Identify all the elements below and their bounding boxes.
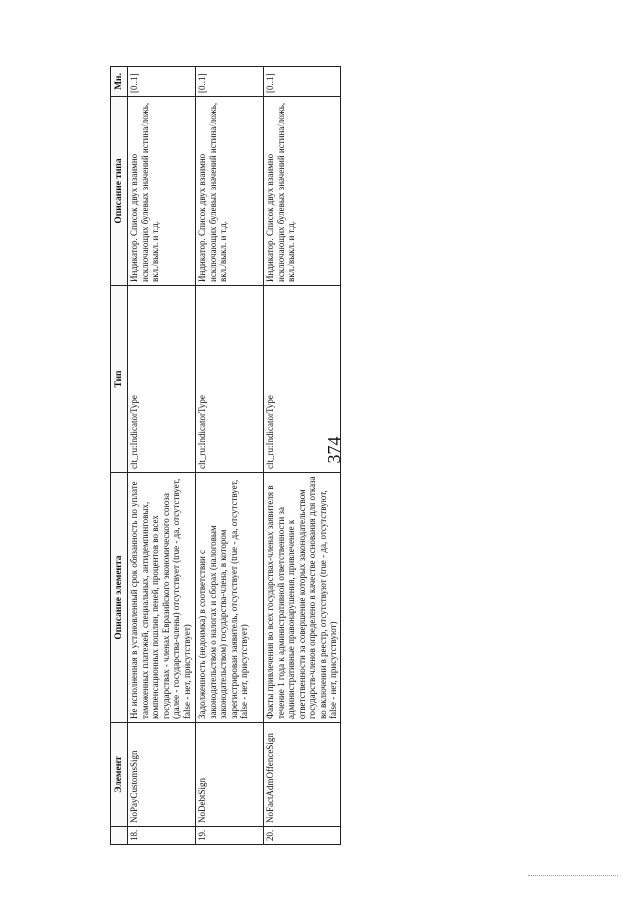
row-type-description: Индикатор. Список двух взаимно исключающих булевых значений истина/ложь, вкл./выкл. и т.д.	[196, 97, 264, 286]
row-type-description: Индикатор. Список двух взаимно исключающих булевых значений истина/ложь, вкл./выкл. и т.д.	[128, 97, 196, 286]
table-row	[128, 67, 196, 845]
header-num	[111, 827, 128, 845]
table-row	[264, 67, 341, 845]
row-element: NoFactAdmOffenceSign	[264, 723, 341, 827]
header-element-description: Описание элемента	[111, 473, 128, 723]
page-number: 374	[324, 436, 344, 464]
row-multiplicity: [0..1]	[196, 67, 264, 97]
row-description: Факты привлечения во всех государствах-членах заявителя в течение 1 года к административной ответственности за административные правонарушения, привлечение к ответственности за совершение которых законодательством государств-членов определено в качестве основания для отказа во включении в реестр, отсутствуют (true - да, отсутствуют, false - нет, присутствуют)	[264, 473, 341, 723]
row-number: 20.	[264, 827, 341, 845]
header-element: Элемент	[111, 723, 128, 827]
header-type-description: Описание типа	[111, 97, 128, 286]
element-spec-table	[110, 66, 341, 845]
scan-artifact-line	[528, 875, 618, 876]
row-type-description: Индикатор. Список двух взаимно исключающих булевых значений истина/ложь, вкл./выкл. и т.д.	[264, 97, 341, 286]
table-row	[196, 67, 264, 845]
row-number: 18.	[128, 827, 196, 845]
row-multiplicity: [0..1]	[264, 67, 341, 97]
row-multiplicity: [0..1]	[128, 67, 196, 97]
row-type: clt_ru:IndicatorType	[264, 286, 341, 473]
row-number: 19.	[196, 827, 264, 845]
row-type: clt_ru:IndicatorType	[128, 286, 196, 473]
row-type: clt_ru:IndicatorType	[196, 286, 264, 473]
row-element: NoPayCustomsSign	[128, 723, 196, 827]
row-description: Задолженность (недоимка) в соответствии с законодательством о налогах и сборах (налоговым законодательством) государства-члена, в котором зарегистрирован заявитель, отсутствует (true - да, отсутствует, false - нет, присутствует)	[196, 473, 264, 723]
row-element: NoDebtSign	[196, 723, 264, 827]
row-description: Не исполненная в установленный срок обязанность по уплате таможенных платежей, специальных, антидемпинговых, компенсационных пошлин, пеней, процентов во всех государствах - членах Евразийского экономического союза (далее - государства-члены) отсутствует (true - да, отсутствует, false - нет, присутствует)	[128, 473, 196, 723]
header-type: Тип	[111, 286, 128, 473]
table-header-row	[111, 67, 128, 845]
header-multiplicity: Мн.	[111, 67, 128, 97]
